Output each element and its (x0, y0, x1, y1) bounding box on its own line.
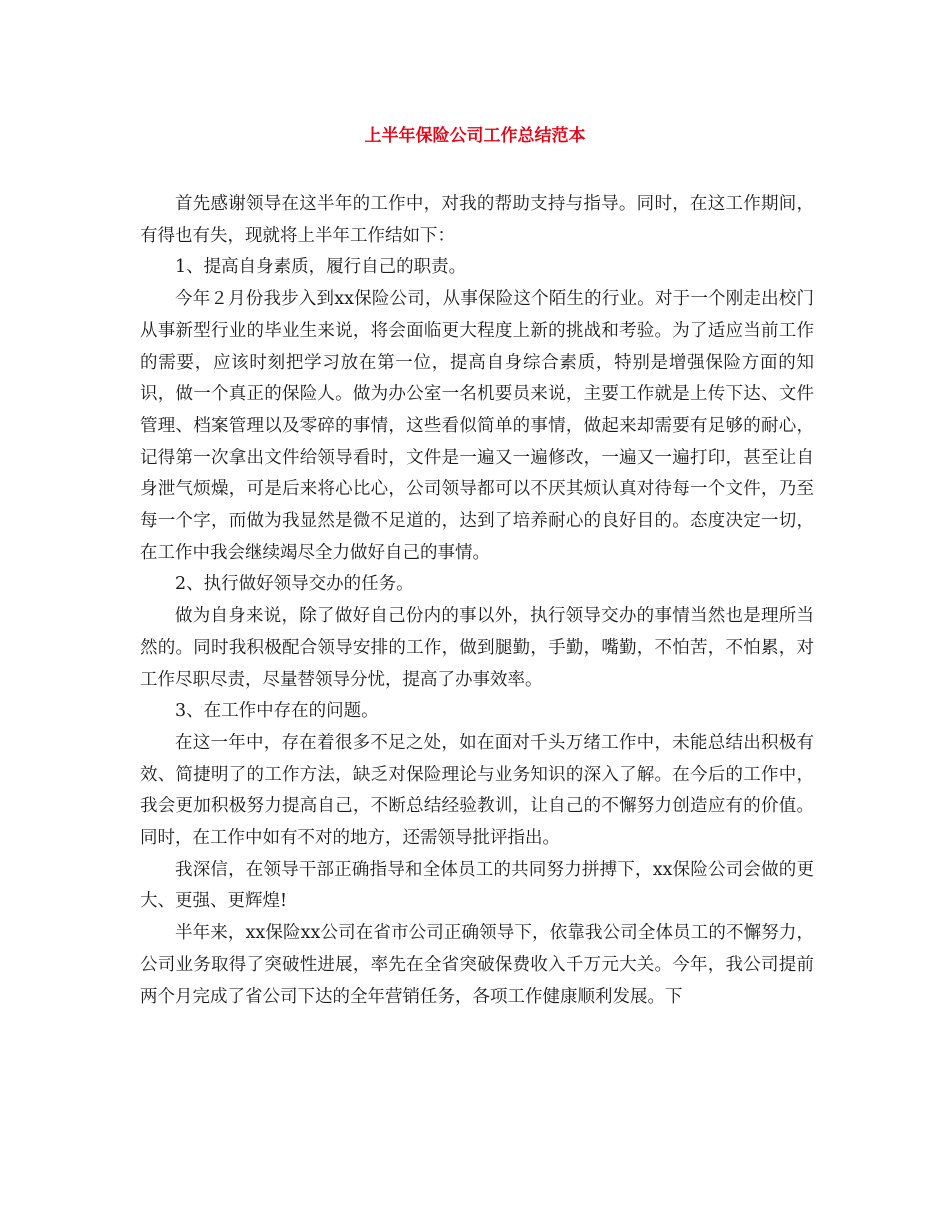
section-heading: 3、在工作中存在的问题。 (175, 701, 379, 722)
section-heading: 2、执行做好领导交办的任务。 (175, 574, 414, 595)
paragraph: 半年来，xx保险xx公司在省市公司正确领导下，依靠我公司全体员工的不懈努力，公司业务取得了突破性进展，率先在全省突破保费收入千万元大关。今年，我公司提前两个月完成了省公司下达的全年营销任务，各项工作健康顺利发展。下 (140, 923, 814, 1007)
paragraph: 做为自身来说，除了做好自己份内的事以外，执行领导交办的事情当然也是理所当然的。同时我积极配合领导安排的工作，做到腿勤，手勤，嘴勤，不怕苦，不怕累，对工作尽职尽责，尽量替领导分忧，提高了办事效率。 (140, 606, 814, 690)
paragraph: 在这一年中，存在着很多不足之处，如在面对千头万绪工作中，未能总结出积极有效、简捷明了的工作方法，缺乏对保险理论与业务知识的深入了解。在今后的工作中，我会更加积极努力提高自己，不断总结经验教训，让自己的不懈努力创造应有的价值。同时，在工作中如有不对的地方，还需领导批评指出。 (140, 732, 814, 849)
paragraph: 今年２月份我步入到xx保险公司，从事保险这个陌生的行业。对于一个刚走出校门从事新型行业的毕业生来说，将会面临更大程度上新的挑战和考验。为了适应当前工作的需要，应该时刻把学习放在第一位，提高自身综合素质，特别是增强保险方面的知识，做一个真正的保险人。做为办公室一名机要员来说，主要工作就是上传下达、文件管理、档案管理以及零碎的事情，这些看似简单的事情，做起来却需要有足够的耐心，记得第一次拿出文件给领导看时，文件是一遍又一遍修改，一遍又一遍打印，甚至让自身泄气烦燥，可是后来将心比心，公司领导都可以不厌其烦认真对待每一个文件，乃至每一个字，而做为我显然是微不足道的，达到了培养耐心的良好目的。态度决定一切，在工作中我会继续竭尽全力做好自己的事情。 (140, 289, 814, 563)
section-heading: 1、提高自身素质，履行自己的职责。 (175, 257, 467, 278)
paragraph: 我深信，在领导干部正确指导和全体员工的共同努力拼搏下，xx保险公司会做的更大、更强、更辉煌! (140, 859, 814, 912)
document-title: 上半年保险公司工作总结范本 (364, 126, 586, 146)
document-body (140, 189, 814, 1013)
paragraph: 首先感谢领导在这半年的工作中，对我的帮助支持与指导。同时，在这工作期间，有得也有失，现就将上半年工作结如下： (140, 194, 814, 246)
